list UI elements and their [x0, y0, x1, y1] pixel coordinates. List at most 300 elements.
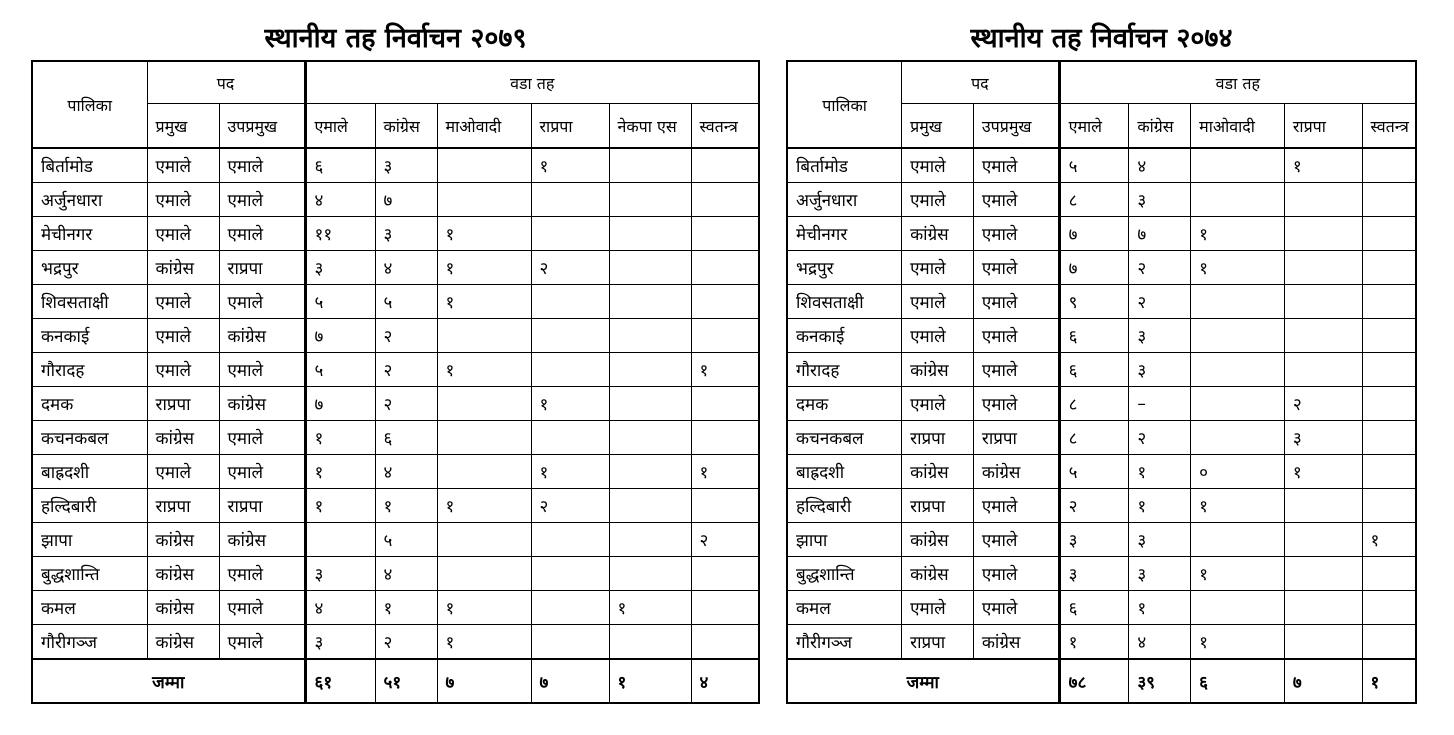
ward-count-cell [1362, 557, 1416, 591]
party-header: कांग्रेस [375, 104, 437, 149]
ward-count-cell [1362, 183, 1416, 217]
ward-count-cell: १ [1129, 489, 1191, 523]
ward-count-cell: ३ [375, 217, 437, 251]
ward-count-cell [1284, 625, 1362, 660]
ward-count-cell [691, 183, 759, 217]
table-row [787, 217, 1416, 251]
pramukh-cell: कांग्रेस [147, 251, 219, 285]
ward-count-cell: १ [1191, 625, 1285, 660]
total-cell: ३९ [1129, 659, 1191, 703]
ward-count-cell [691, 319, 759, 353]
ward-count-cell [1362, 455, 1416, 489]
pramukh-cell: राप्रपा [902, 421, 974, 455]
ward-count-cell: १ [375, 489, 437, 523]
ward-count-cell: ४ [375, 455, 437, 489]
ward-count-cell: २ [375, 387, 437, 421]
upapramukh-cell: राप्रपा [219, 251, 305, 285]
ward-count-cell: १ [437, 489, 531, 523]
palika-cell: अर्जुनधारा [32, 183, 147, 217]
upapramukh-cell: एमाले [973, 557, 1059, 591]
ward-count-cell [1284, 523, 1362, 557]
ward-count-cell: २ [691, 523, 759, 557]
ward-count-cell [1362, 591, 1416, 625]
ward-count-cell: २ [531, 251, 609, 285]
palika-header: पालिका [32, 61, 147, 148]
ward-count-cell: १ [437, 353, 531, 387]
palika-cell: अर्जुनधारा [787, 183, 902, 217]
ward-count-cell: १ [609, 591, 691, 625]
ward-count-cell [609, 148, 691, 183]
table-row [32, 523, 759, 557]
pramukh-cell: कांग्रेस [147, 591, 219, 625]
ward-count-cell [1284, 183, 1362, 217]
ward-count-cell [609, 489, 691, 523]
party-header: एमाले [1059, 104, 1129, 149]
ward-count-cell: ६ [1059, 591, 1129, 625]
ward-count-cell: १ [1191, 557, 1285, 591]
pramukh-cell: राप्रपा [147, 489, 219, 523]
palika-cell: कमल [32, 591, 147, 625]
party-header: माओवादी [1191, 104, 1285, 149]
table-row [787, 421, 1416, 455]
pramukh-cell: राप्रपा [902, 489, 974, 523]
ward-count-cell [1362, 217, 1416, 251]
ward-count-cell [609, 455, 691, 489]
party-header: राप्रपा [531, 104, 609, 149]
ward-count-cell [531, 285, 609, 319]
ward-count-cell [437, 523, 531, 557]
ward-count-cell: २ [375, 319, 437, 353]
pramukh-cell: एमाले [147, 285, 219, 319]
ward-count-cell [691, 217, 759, 251]
ward-count-cell [1191, 183, 1285, 217]
party-header: एमाले [305, 104, 375, 149]
upapramukh-cell: एमाले [973, 591, 1059, 625]
party-header: माओवादी [437, 104, 531, 149]
ward-count-cell: १ [691, 455, 759, 489]
total-cell: ४ [691, 659, 759, 703]
ward-count-cell [531, 557, 609, 591]
ward-count-cell [531, 319, 609, 353]
ward-count-cell: ७ [375, 183, 437, 217]
ward-count-cell: ९ [1059, 285, 1129, 319]
pramukh-cell: एमाले [902, 251, 974, 285]
pramukh-cell: कांग्रेस [147, 557, 219, 591]
ward-count-cell: ३ [1059, 523, 1129, 557]
table-row [787, 455, 1416, 489]
table-row [32, 285, 759, 319]
ward-count-cell: ३ [1129, 353, 1191, 387]
ward-count-cell [1362, 353, 1416, 387]
palika-cell: मेचीनगर [787, 217, 902, 251]
table-row [32, 387, 759, 421]
ward-count-cell [609, 183, 691, 217]
ward-count-cell [1284, 319, 1362, 353]
ward-count-cell: ३ [1129, 523, 1191, 557]
palika-cell: शिवसताक्षी [32, 285, 147, 319]
palika-cell: बाह्रदशी [32, 455, 147, 489]
ward-count-cell [531, 217, 609, 251]
palika-cell: कचनकबल [787, 421, 902, 455]
ward-count-cell: २ [1129, 421, 1191, 455]
ward-count-cell: १ [305, 455, 375, 489]
upapramukh-cell: राप्रपा [219, 489, 305, 523]
ward-count-cell [1284, 217, 1362, 251]
ward-count-cell: २ [375, 353, 437, 387]
total-label: जम्मा [787, 659, 1059, 703]
ward-count-cell: ६ [1059, 319, 1129, 353]
ward-count-cell [691, 591, 759, 625]
table-row [32, 591, 759, 625]
table-row [787, 523, 1416, 557]
ward-count-cell: ३ [305, 557, 375, 591]
ward-count-cell: ६ [305, 148, 375, 183]
ward-count-cell [1191, 523, 1285, 557]
ward-count-cell [691, 387, 759, 421]
pramukh-cell: एमाले [902, 319, 974, 353]
palika-cell: शिवसताक्षी [787, 285, 902, 319]
palika-cell: कमल [787, 591, 902, 625]
upapramukh-cell: एमाले [973, 285, 1059, 319]
upapramukh-header: उपप्रमुख [973, 104, 1059, 149]
table-row [787, 285, 1416, 319]
pramukh-cell: एमाले [902, 183, 974, 217]
table-row [787, 591, 1416, 625]
total-cell: ६१ [305, 659, 375, 703]
table-row [787, 319, 1416, 353]
ward-count-cell: २ [1059, 489, 1129, 523]
ward-count-cell: २ [375, 625, 437, 660]
ward-count-cell [1362, 625, 1416, 660]
ward-count-cell: १ [1191, 217, 1285, 251]
palika-cell: गौरीगञ्ज [787, 625, 902, 660]
ward-count-cell: ११ [305, 217, 375, 251]
palika-cell: झापा [787, 523, 902, 557]
ward-count-cell [1191, 319, 1285, 353]
ward-count-cell: ६ [375, 421, 437, 455]
ward-count-cell: ५ [1059, 148, 1129, 183]
upapramukh-cell: कांग्रेस [219, 319, 305, 353]
palika-header: पालिका [787, 61, 902, 148]
upapramukh-cell: एमाले [219, 625, 305, 660]
party-header: नेकपा एस [609, 104, 691, 149]
ward-count-cell [437, 183, 531, 217]
upapramukh-cell: कांग्रेस [219, 523, 305, 557]
ward-count-cell: २ [1284, 387, 1362, 421]
upapramukh-header: उपप्रमुख [219, 104, 305, 149]
ward-count-cell: ४ [305, 183, 375, 217]
ward-count-cell [1191, 421, 1285, 455]
palika-cell: कनकाई [787, 319, 902, 353]
palika-cell: मेचीनगर [32, 217, 147, 251]
ward-count-cell: १ [375, 591, 437, 625]
ward-count-cell: १ [437, 285, 531, 319]
ward-count-cell [1284, 489, 1362, 523]
ward-count-cell [1362, 319, 1416, 353]
ward-count-cell [1362, 489, 1416, 523]
ward-count-cell: १ [1129, 591, 1191, 625]
pramukh-header: प्रमुख [147, 104, 219, 149]
title-2079: स्थानीय तह निर्वाचन २०७९ [264, 23, 527, 54]
palika-cell: बाह्रदशी [787, 455, 902, 489]
ward-count-cell: १ [531, 387, 609, 421]
ward-count-cell [1191, 387, 1285, 421]
upapramukh-cell: एमाले [219, 557, 305, 591]
pramukh-cell: एमाले [147, 148, 219, 183]
table-row [787, 489, 1416, 523]
upapramukh-cell: राप्रपा [973, 421, 1059, 455]
table-row [787, 353, 1416, 387]
ward-count-cell [1284, 285, 1362, 319]
ward-count-cell [1362, 421, 1416, 455]
ward-count-cell: ५ [305, 285, 375, 319]
palika-cell: झापा [32, 523, 147, 557]
ward-count-cell [1362, 285, 1416, 319]
upapramukh-cell: एमाले [219, 591, 305, 625]
table-row [32, 353, 759, 387]
ward-count-cell: १ [305, 489, 375, 523]
pramukh-header: प्रमुख [902, 104, 974, 149]
ward-count-cell: ३ [305, 251, 375, 285]
pramukh-cell: कांग्रेस [147, 523, 219, 557]
pramukh-cell: एमाले [902, 387, 974, 421]
pramukh-cell: एमाले [147, 183, 219, 217]
pramukh-cell: कांग्रेस [147, 625, 219, 660]
pramukh-cell: कांग्रेस [902, 217, 974, 251]
ward-count-cell: ८ [1059, 421, 1129, 455]
palika-cell: गौरीगञ्ज [32, 625, 147, 660]
ward-count-cell: १ [1191, 251, 1285, 285]
upapramukh-cell: एमाले [219, 353, 305, 387]
ward-count-cell [437, 319, 531, 353]
table-row [787, 387, 1416, 421]
ward-count-cell [609, 251, 691, 285]
ward-count-cell: १ [1129, 455, 1191, 489]
upapramukh-cell: एमाले [219, 148, 305, 183]
table-row [32, 319, 759, 353]
ward-count-cell [691, 421, 759, 455]
total-label: जम्मा [32, 659, 305, 703]
ward-count-cell: ३ [1129, 319, 1191, 353]
total-cell: १ [1362, 659, 1416, 703]
total-cell: ७ [437, 659, 531, 703]
ward-count-cell: ४ [375, 251, 437, 285]
ward-count-cell [691, 489, 759, 523]
ward-count-cell [609, 557, 691, 591]
ward-count-cell: ५ [1059, 455, 1129, 489]
ward-count-cell [691, 148, 759, 183]
party-header: राप्रपा [1284, 104, 1362, 149]
palika-cell: गौरादह [787, 353, 902, 387]
palika-cell: दमक [787, 387, 902, 421]
ward-count-cell: १ [1284, 148, 1362, 183]
upapramukh-cell: कांग्रेस [973, 625, 1059, 660]
total-cell: ५१ [375, 659, 437, 703]
ward-count-cell [305, 523, 375, 557]
upapramukh-cell: एमाले [973, 251, 1059, 285]
pramukh-cell: कांग्रेस [902, 455, 974, 489]
pramukh-cell: एमाले [147, 319, 219, 353]
results-table-2079 [31, 60, 760, 704]
ward-count-cell [531, 591, 609, 625]
total-cell: ७८ [1059, 659, 1129, 703]
table-row [32, 251, 759, 285]
palika-cell: बुद्धशान्ति [787, 557, 902, 591]
ward-count-cell: १ [1284, 455, 1362, 489]
ward-count-cell [437, 557, 531, 591]
ward-count-cell: १ [1059, 625, 1129, 660]
pad-header: पद [147, 61, 305, 104]
ward-count-cell [1191, 353, 1285, 387]
ward-count-cell: ३ [305, 625, 375, 660]
results-table-2074 [786, 60, 1417, 704]
ward-count-cell [691, 285, 759, 319]
palika-cell: कचनकबल [32, 421, 147, 455]
ward-count-cell [1191, 285, 1285, 319]
ward-count-cell: ३ [375, 148, 437, 183]
table-row [787, 557, 1416, 591]
ward-count-cell [531, 421, 609, 455]
ward-count-cell: १ [437, 591, 531, 625]
ward-count-cell: १ [437, 251, 531, 285]
ward-count-cell [609, 319, 691, 353]
total-cell: १ [609, 659, 691, 703]
ward-count-cell: ४ [305, 591, 375, 625]
total-cell: ६ [1191, 659, 1285, 703]
ward-count-cell: १ [305, 421, 375, 455]
ward-count-cell [1191, 148, 1285, 183]
ward-count-cell: ३ [1129, 557, 1191, 591]
ward-count-cell: ७ [1059, 251, 1129, 285]
ward-count-cell [1362, 387, 1416, 421]
ward-count-cell: १ [437, 217, 531, 251]
upapramukh-cell: कांग्रेस [973, 455, 1059, 489]
party-header: स्वतन्त्र [1362, 104, 1416, 149]
palika-cell: बिर्तामोड [32, 148, 147, 183]
ward-count-cell [1362, 148, 1416, 183]
ward-count-cell [609, 387, 691, 421]
total-cell: ७ [1284, 659, 1362, 703]
upapramukh-cell: एमाले [973, 148, 1059, 183]
ward-count-cell: १ [531, 455, 609, 489]
pramukh-cell: कांग्रेस [902, 353, 974, 387]
ward-count-cell [531, 625, 609, 660]
table-row [32, 557, 759, 591]
table-row [787, 625, 1416, 660]
table-row [787, 251, 1416, 285]
ward-count-cell [609, 285, 691, 319]
ward-count-cell: ४ [1129, 625, 1191, 660]
ward-count-cell: ५ [375, 285, 437, 319]
ward-count-cell: ३ [1284, 421, 1362, 455]
ward-count-cell [437, 387, 531, 421]
ward-count-cell [1284, 251, 1362, 285]
pramukh-cell: कांग्रेस [902, 557, 974, 591]
ward-count-cell [437, 421, 531, 455]
upapramukh-cell: कांग्रेस [219, 387, 305, 421]
upapramukh-cell: एमाले [219, 421, 305, 455]
ward-count-cell: १ [531, 148, 609, 183]
upapramukh-cell: एमाले [973, 387, 1059, 421]
palika-cell: हल्दिबारी [32, 489, 147, 523]
ward-count-cell [1284, 591, 1362, 625]
pramukh-cell: एमाले [147, 353, 219, 387]
table-row [32, 421, 759, 455]
pad-header: पद [902, 61, 1059, 104]
pramukh-cell: एमाले [147, 455, 219, 489]
ward-count-cell [609, 353, 691, 387]
ward-count-cell [1191, 591, 1285, 625]
upapramukh-cell: एमाले [973, 183, 1059, 217]
ward-count-cell: १ [691, 353, 759, 387]
ward-count-cell: ३ [1059, 557, 1129, 591]
ward-count-cell: १ [437, 625, 531, 660]
upapramukh-cell: एमाले [973, 489, 1059, 523]
upapramukh-cell: एमाले [219, 183, 305, 217]
ward-count-cell: २ [1129, 285, 1191, 319]
ward-count-cell [609, 217, 691, 251]
ward-count-cell: ५ [375, 523, 437, 557]
upapramukh-cell: एमाले [973, 217, 1059, 251]
ward-count-cell: २ [1129, 251, 1191, 285]
ward-count-cell [691, 557, 759, 591]
palika-cell: गौरादह [32, 353, 147, 387]
ward-count-cell: २ [531, 489, 609, 523]
pramukh-cell: राप्रपा [902, 625, 974, 660]
ward-count-cell: ० [1191, 455, 1285, 489]
ward-count-cell: ४ [1129, 148, 1191, 183]
pramukh-cell: एमाले [902, 285, 974, 319]
table-row [32, 455, 759, 489]
palika-cell: कनकाई [32, 319, 147, 353]
ward-count-cell [531, 183, 609, 217]
ward-count-cell: ३ [1129, 183, 1191, 217]
ward-count-cell: ४ [375, 557, 437, 591]
ward-count-cell: ७ [1129, 217, 1191, 251]
ward-count-cell: ५ [305, 353, 375, 387]
ward-count-cell [609, 523, 691, 557]
ward-count-cell: ७ [1059, 217, 1129, 251]
ward-count-cell: १ [1362, 523, 1416, 557]
party-header: कांग्रेस [1129, 104, 1191, 149]
ward-count-cell [609, 421, 691, 455]
upapramukh-cell: एमाले [973, 523, 1059, 557]
palika-cell: बुद्धशान्ति [32, 557, 147, 591]
upapramukh-cell: एमाले [973, 319, 1059, 353]
table-row [787, 148, 1416, 183]
pramukh-cell: राप्रपा [147, 387, 219, 421]
ward-count-cell: ६ [1059, 353, 1129, 387]
ward-count-cell [437, 148, 531, 183]
upapramukh-cell: एमाले [219, 455, 305, 489]
table-row [32, 489, 759, 523]
ward-count-cell [691, 251, 759, 285]
ward-count-cell: ८ [1059, 387, 1129, 421]
ward-count-cell: १ [1191, 489, 1285, 523]
pramukh-cell: कांग्रेस [902, 523, 974, 557]
ward-count-cell [531, 523, 609, 557]
table-row [787, 183, 1416, 217]
upapramukh-cell: एमाले [219, 285, 305, 319]
palika-cell: भद्रपुर [787, 251, 902, 285]
palika-cell: हल्दिबारी [787, 489, 902, 523]
ward-count-cell [1284, 353, 1362, 387]
total-cell: ७ [531, 659, 609, 703]
pramukh-cell: एमाले [147, 217, 219, 251]
ward-count-cell [691, 625, 759, 660]
upapramukh-cell: एमाले [973, 353, 1059, 387]
title-2074: स्थानीय तह निर्वाचन २०७४ [970, 23, 1233, 54]
